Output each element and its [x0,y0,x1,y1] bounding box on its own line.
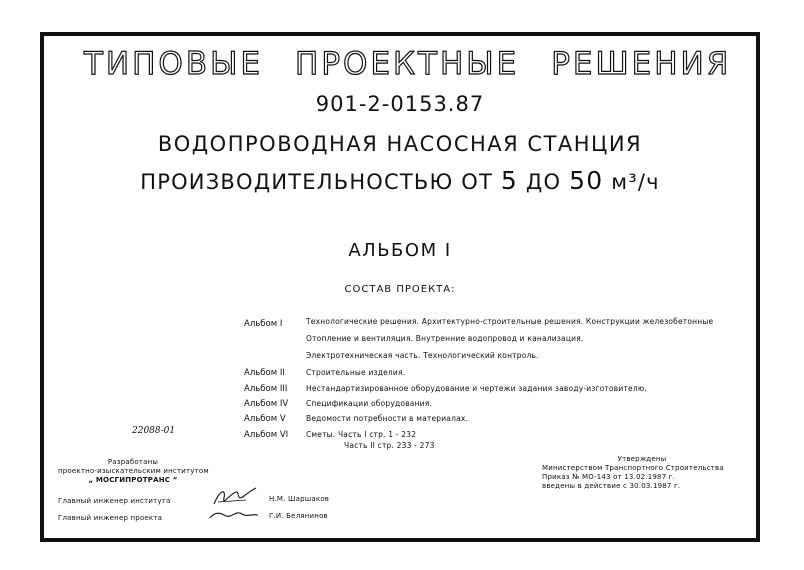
contents-label-6: Альбом VI [244,430,289,440]
contents-line: Нестандартизированное оборудование и чертежи задания заводу-изготовителю. [306,384,647,393]
approval-line4: введены в действие с 30.03.1987 г. [542,482,681,490]
chief-engineer-project-label: Главный инженер проекта [58,514,163,522]
series-title-part2: ПРОЕКТНЫЕ [295,46,520,82]
series-title [84,46,732,82]
contents-line: Строительные изделия. [306,368,406,377]
chief-engineer-project-name: Г.И. Белянинов [269,512,328,520]
chief-engineer-institute-label: Главный инженер института [58,497,171,505]
developer-line1: Разработаны [107,458,159,466]
contents-label-1: Альбом I [244,319,283,329]
capacity-unit: м³/ч [603,170,660,194]
contents-line: Отопление и вентиляция. Внутренние водопровод и канализация. [306,334,584,343]
capacity-prefix: ПРОИЗВОДИТЕЛЬНОСТЬЮ ОТ [140,170,501,194]
signature-graphic [206,484,266,524]
contents-line: Технологические решения. Архитектурно-строительные решения. Конструкции железобетонные [306,317,714,326]
contents-line: Спецификации оборудования. [306,399,433,408]
contents-line: Ведомости потребности в материалах. [306,414,469,423]
album-title: АЛЬБОМ I [348,240,452,261]
project-number: 901-2-0153.87 [315,92,485,116]
approval-line3: Приказ № МО-143 от 13.02.1987 г. [542,473,676,481]
contents-label-4: Альбом IV [244,399,289,409]
contents-label-3: Альбом III [244,384,288,394]
developer-line3: „ МОСГИПРОТРАНС “ [88,476,178,484]
contents-heading: СОСТАВ ПРОЕКТА: [344,284,456,295]
chief-engineer-institute-name: Н.М. Шаршаков [269,495,330,503]
project-name-line2 [44,166,756,195]
contents-line: Сметы. Часть I стр. 1 - 232 [306,430,417,439]
contents-label-2: Альбом II [244,368,285,378]
capacity-from: 5 [500,166,519,195]
capacity-to: 50 [569,166,604,195]
contents-label-5: Альбом V [244,414,286,424]
approval-line1: Утверждены [617,455,667,463]
contents-line: Часть II стр. 233 - 273 [344,441,435,450]
approval-line2: Министерством Транспортного Строительства [542,464,724,472]
document-frame [40,32,760,542]
project-name-line1: ВОДОПРОВОДНАЯ НАСОСНАЯ СТАНЦИЯ [157,132,643,156]
archive-code: 22088-01 [132,426,176,436]
contents-line: Электротехническая часть. Технологический контроль. [306,351,539,360]
capacity-mid: ДО [518,170,570,194]
series-title-part1: ТИПОВЫЕ [84,46,264,82]
developer-line2: проектно-изыскательским институтом [58,467,209,475]
series-title-part3: РЕШЕНИЯ [551,46,732,82]
